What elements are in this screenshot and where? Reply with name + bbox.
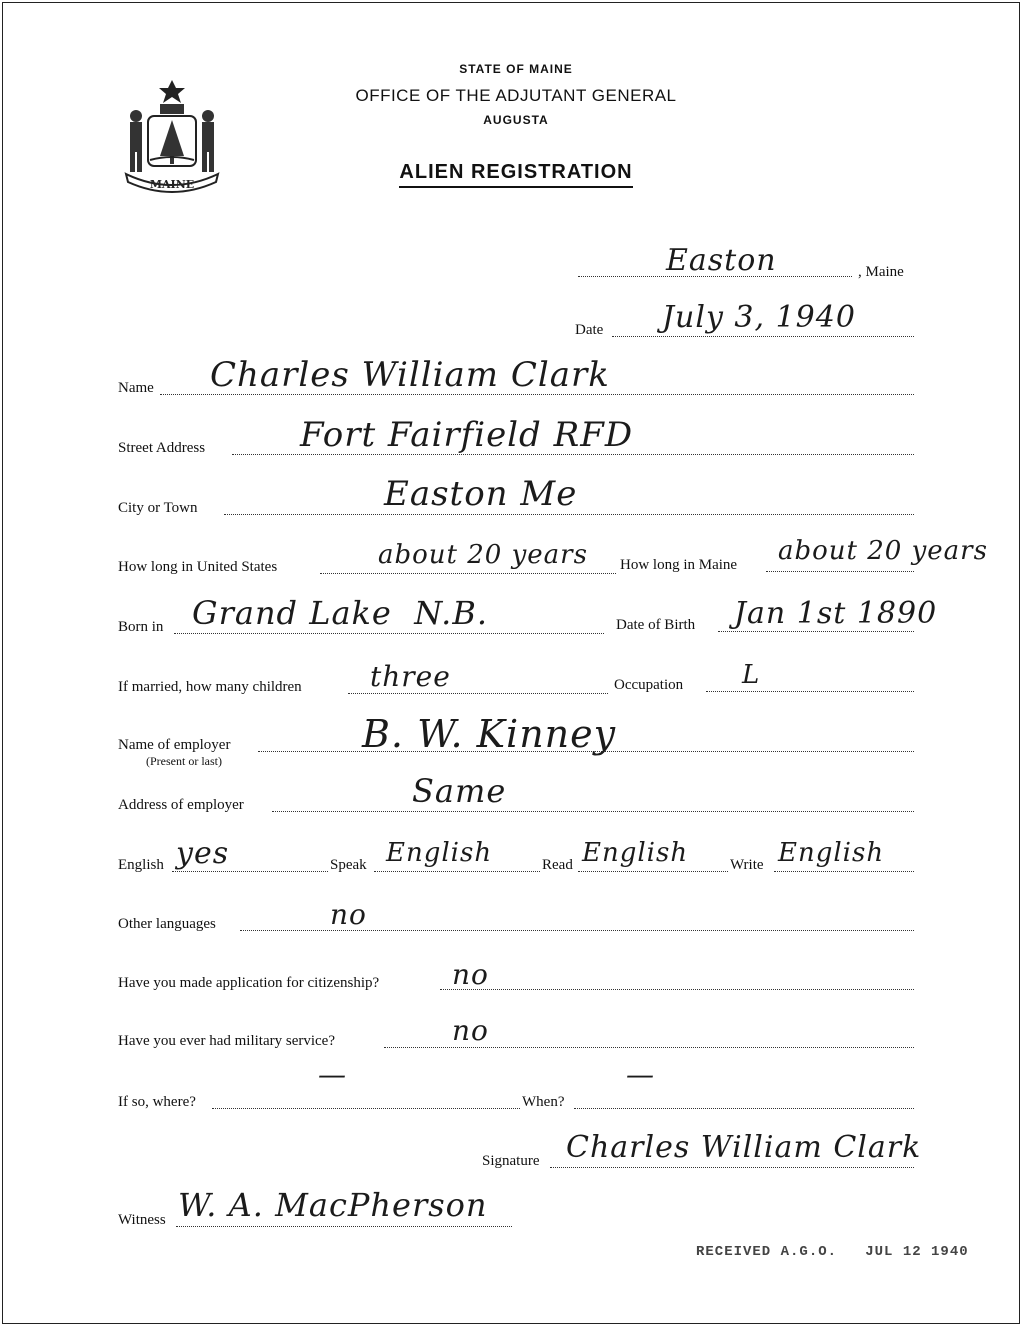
- employer-address-label: Address of employer: [118, 797, 244, 813]
- how-long-maine-line: [766, 571, 914, 572]
- speak-value: English: [386, 838, 493, 868]
- employer-label: Name of employer: [118, 737, 231, 753]
- how-long-maine-label: How long in Maine: [620, 557, 738, 573]
- read-value: English: [582, 838, 689, 868]
- where-label: If so, where?: [118, 1094, 196, 1110]
- how-long-us-label: How long in United States: [118, 559, 278, 575]
- witness-value: W. A. MacPherson: [178, 1186, 488, 1224]
- military-line: [384, 1047, 914, 1048]
- write-label: Write: [730, 857, 764, 873]
- location-value: Easton: [666, 243, 777, 278]
- date-of-birth-label: Date of Birth: [616, 617, 696, 633]
- signature-value: Charles William Clark: [566, 1130, 922, 1165]
- born-in-line: [174, 633, 604, 634]
- write-value: English: [778, 838, 885, 868]
- form-title-text: ALIEN REGISTRATION: [399, 161, 632, 188]
- document-border: [2, 2, 1020, 1324]
- form-title: [0, 161, 1024, 184]
- occupation-label: Occupation: [614, 677, 684, 693]
- date-of-birth-value: Jan 1st 1890: [734, 596, 938, 631]
- signature-line: [550, 1167, 914, 1168]
- write-line: [774, 871, 914, 872]
- english-label: English: [118, 857, 164, 873]
- where-value: —: [318, 1058, 347, 1091]
- children-line: [348, 693, 608, 694]
- citizenship-value: no: [452, 958, 489, 991]
- children-label: If married, how many children: [118, 679, 302, 695]
- city-town-value: Easton Me: [384, 474, 578, 514]
- citizenship-line: [440, 989, 914, 990]
- witness-label: Witness: [118, 1212, 166, 1228]
- read-label: Read: [542, 857, 573, 873]
- seal-banner-text: MAINE: [149, 178, 195, 191]
- how-long-us-value: about 20 years: [378, 540, 588, 570]
- header-state: STATE OF MAINE: [459, 62, 573, 76]
- date-of-birth-line: [718, 631, 914, 632]
- speak-line: [374, 871, 540, 872]
- citizenship-label: Have you made application for citizenship?: [118, 975, 380, 991]
- occupation-line: [706, 691, 914, 692]
- occupation-value: L: [742, 660, 761, 690]
- name-value: Charles William Clark: [210, 355, 610, 395]
- english-line: [172, 871, 328, 872]
- where-line: [212, 1108, 520, 1109]
- employer-address-line: [272, 811, 914, 812]
- signature-label: Signature: [482, 1153, 540, 1169]
- date-label: Date: [575, 322, 604, 338]
- military-label: Have you ever had military service?: [118, 1033, 335, 1049]
- street-address-label: Street Address: [118, 440, 206, 456]
- read-line: [578, 871, 728, 872]
- children-value: three: [370, 660, 451, 693]
- employer-value: B. W. Kinney: [362, 712, 617, 756]
- english-value: yes: [176, 836, 230, 871]
- location-suffix: , Maine: [858, 264, 904, 280]
- military-value: no: [452, 1014, 489, 1047]
- header-office: OFFICE OF THE ADJUTANT GENERAL: [355, 86, 677, 105]
- employer-address-value: Same: [412, 772, 507, 810]
- employer-sublabel: (Present or last): [146, 754, 222, 768]
- received-stamp: RECEIVED A.G.O. JUL 12 1940: [696, 1244, 969, 1260]
- date-value: July 3, 1940: [662, 300, 856, 335]
- header-city: AUGUSTA: [483, 113, 549, 127]
- born-in-label: Born in: [118, 619, 164, 635]
- when-label: When?: [522, 1094, 565, 1110]
- how-long-maine-value: about 20 years: [778, 536, 988, 566]
- city-town-line: [224, 514, 914, 515]
- name-label: Name: [118, 380, 154, 396]
- date-line: [612, 336, 914, 337]
- born-in-value: Grand Lake N.B.: [192, 594, 489, 632]
- other-languages-value: no: [330, 898, 367, 931]
- street-address-value: Fort Fairfield RFD: [300, 415, 634, 455]
- when-line: [574, 1108, 914, 1109]
- how-long-us-line: [320, 573, 616, 574]
- speak-label: Speak: [330, 857, 367, 873]
- city-town-label: City or Town: [118, 500, 198, 516]
- other-languages-label: Other languages: [118, 916, 216, 932]
- witness-line: [176, 1226, 512, 1227]
- when-value: —: [626, 1058, 655, 1091]
